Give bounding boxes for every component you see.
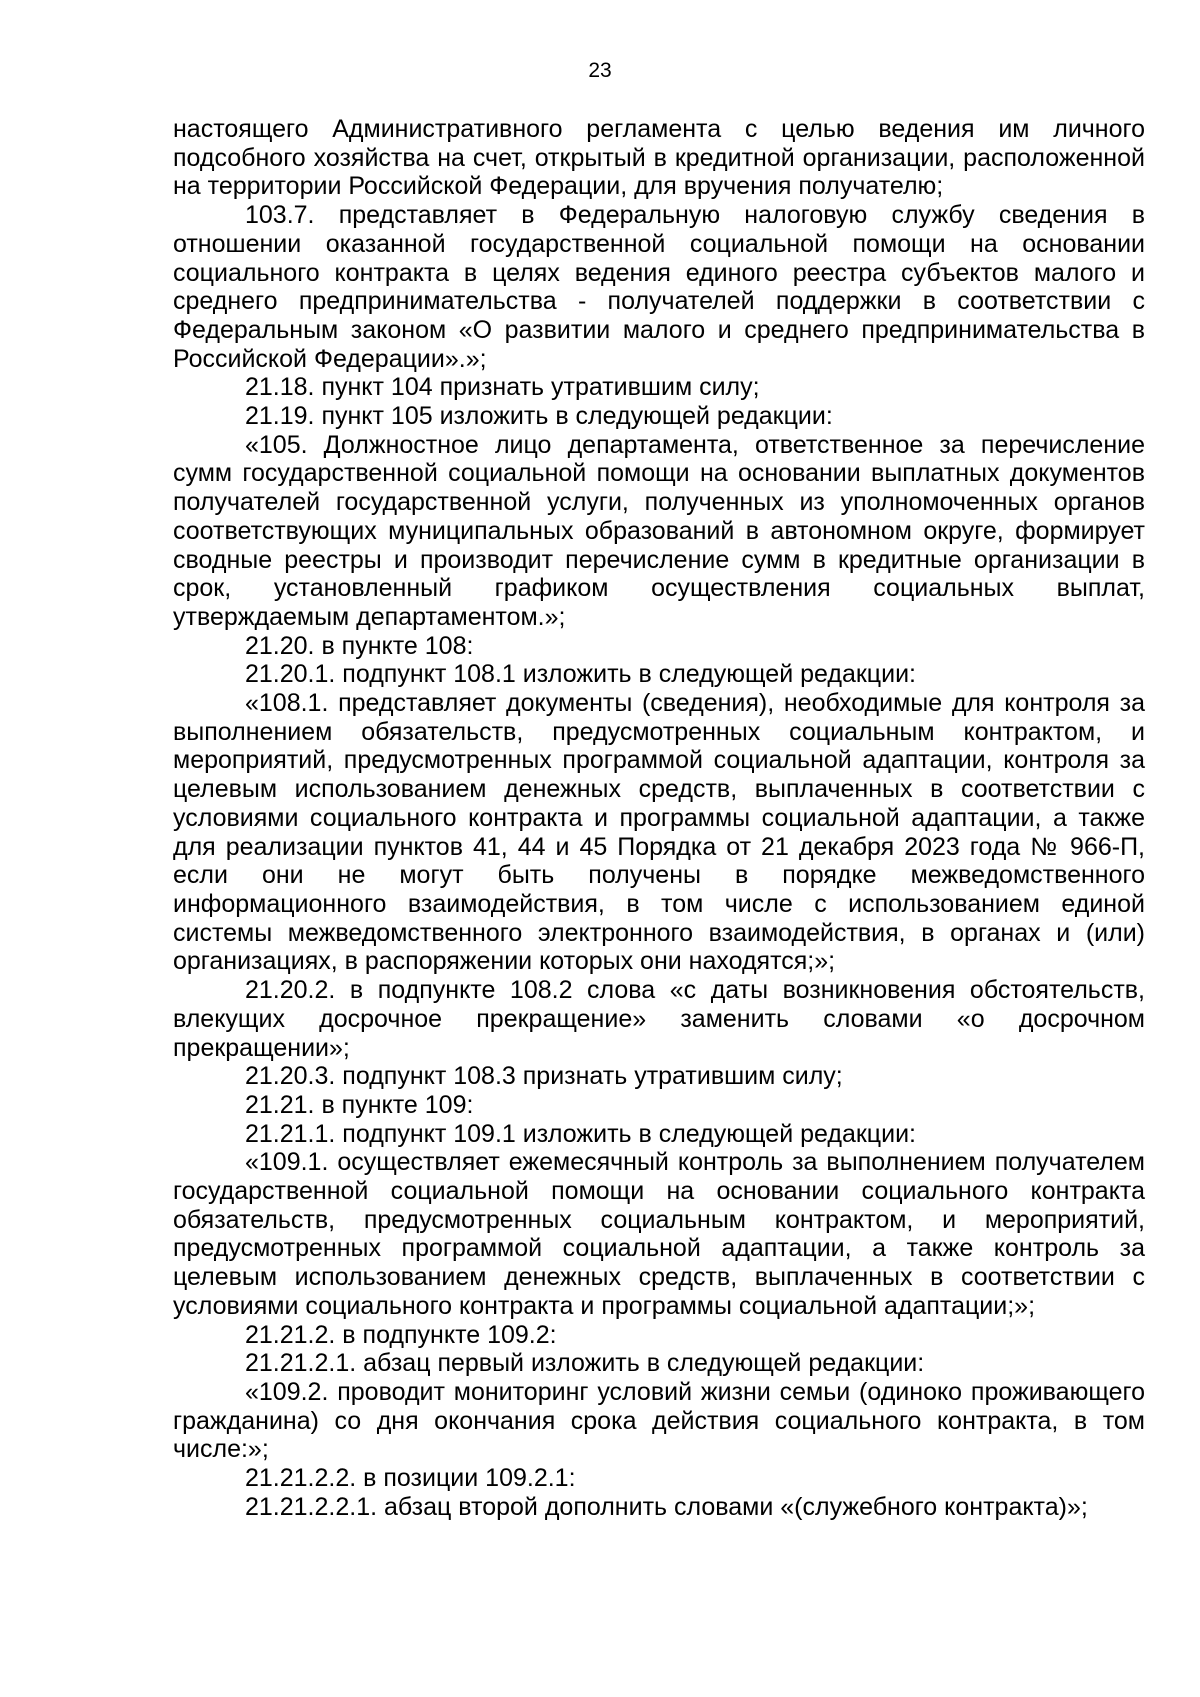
paragraph: 21.21.2.2. в позиции 109.2.1: [245,1464,576,1493]
paragraph: 21.21.2.1. абзац первый изложить в следующей редакции: [245,1349,925,1378]
paragraph: 21.19. пункт 105 изложить в следующей редакции: [245,402,833,431]
paragraph: 21.20.1. подпункт 108.1 изложить в следующей редакции: [245,660,916,689]
paragraph: 21.21.1. подпункт 109.1 изложить в следующей редакции: [245,1119,916,1148]
paragraph: «108.1. представляет документы (сведения), необходимые для контроля за выполнением обязательств, предусмотренных социальным контрактом, и мероприятий, предусмотренных программой социальной адаптации, контроля за целевым использованием денежных средств, выплаченных в соответствии с условиями социального контракта и программы социальной адаптации, а также для реализации пунктов 41, 44 и 45 Порядка от 21 декабря 2023 года № 966-П, если они не могут быть получены в порядке межведомственного информационного взаимодействия, в том числе с использованием единой системы межведомственного электронного взаимодействия, в органах и (или) организациях, в распоряжении которых они находятся;»; [173,689,1145,976]
paragraph: «109.1. осуществляет ежемесячный контроль за выполнением получателем государственной социальной помощи на основании социального контракта обязательств, предусмотренных социальным контрактом, и мероприятий, предусмотренных программой социальной адаптации, а также контроль за целевым использованием денежных средств, выплаченных в соответствии с условиями социального контракта и программы социальной адаптации;»; [173,1148,1145,1320]
paragraph: «109.2. проводит мониторинг условий жизни семьи (одиноко проживающего гражданина) со дня окончания срока действия социального контракта, в том числе:»; [173,1377,1145,1464]
paragraph: 21.20.3. подпункт 108.3 признать утратившим силу; [245,1062,843,1091]
paragraph: настоящего Административного регламента с целью ведения им личного подсобного хозяйства на счет, открытый в кредитной организации, расположенной на территории Российской Федерации, для вручения получателю; [173,115,1145,201]
page-number: 23 [588,59,612,82]
paragraph: «105. Должностное лицо департамента, ответственное за перечисление сумм государственной социальной помощи на основании выплатных документов получателей государственной услуги, полученных из уполномоченных органов соответствующих муниципальных образований в автономном округе, формирует сводные реестры и производит перечисление сумм в кредитные организации в срок, установленный графиком осуществления социальных выплат, утверждаемым департаментом.»; [173,430,1145,631]
paragraph: 21.21.2.2.1. абзац второй дополнить словами «(служебного контракта)»; [245,1492,1088,1521]
paragraph: 21.20. в пункте 108: [245,631,474,660]
paragraph: 103.7. представляет в Федеральную налоговую службу сведения в отношении оказанной государственной социальной помощи на основании социального контракта в целях ведения единого реестра субъектов малого и среднего предпринимательства - получателей поддержки в соответствии с Федеральным законом «О развитии малого и среднего предпринимательства в Российской Федерации».»; [173,201,1145,373]
paragraph: 21.18. пункт 104 признать утратившим силу; [245,373,760,402]
paragraph: 21.21.2. в подпункте 109.2: [245,1320,557,1349]
paragraph: 21.21. в пункте 109: [245,1090,474,1119]
document-body [173,115,1145,1521]
paragraph: 21.20.2. в подпункте 108.2 слова «с даты возникновения обстоятельств, влекущих досрочное прекращение» заменить словами «о досрочном прекращении»; [173,976,1145,1062]
